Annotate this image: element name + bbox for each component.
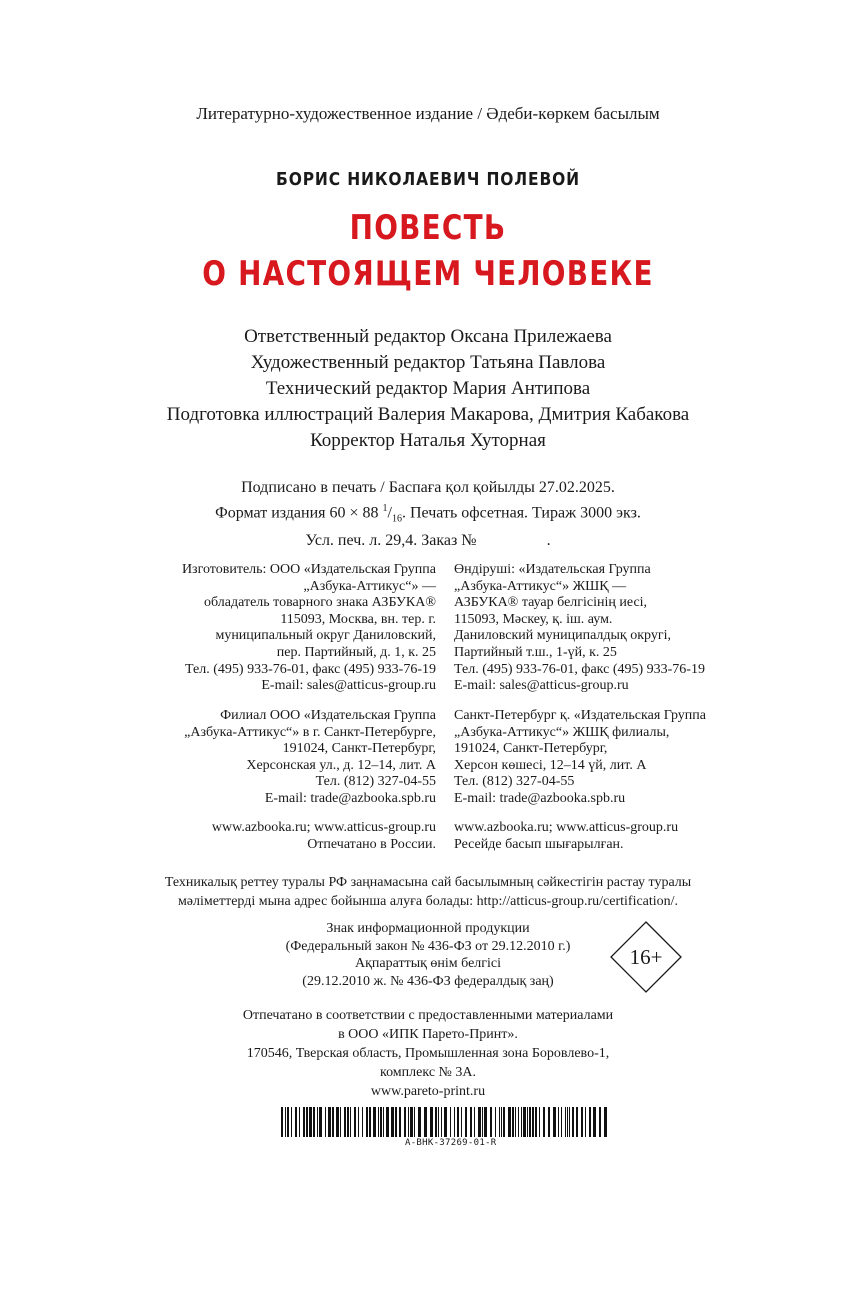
sites-ru-line: www.azbooka.ru; www.atticus-group.ru	[211, 820, 436, 835]
barcode-bar	[495, 1107, 496, 1137]
info-sign-line: (29.12.2010 ж. № 436-ФЗ федералдық заң)	[302, 973, 554, 989]
printer-line: Отпечатано в соответствии с предоставленными материалами	[242, 1008, 614, 1023]
barcode-bar	[347, 1107, 349, 1137]
barcode-bar	[369, 1107, 371, 1137]
barcode-bar	[391, 1107, 394, 1137]
branch-ru-line: Херсонская ул., д. 12–14, лит. А	[246, 757, 436, 773]
manufacturer-kz	[454, 562, 705, 695]
barcode-bar	[572, 1107, 574, 1137]
barcode-bar	[518, 1107, 519, 1137]
branch-ru-line: „Азбука-Аттикус“» в г. Санкт-Петербурге,	[184, 724, 436, 740]
manufacturer-ru-line: 115093, Москва, вн. тер. г.	[280, 611, 436, 627]
barcode-icon	[281, 1107, 611, 1137]
barcode-bar	[441, 1107, 442, 1137]
sites-kz-line: www.azbooka.ru; www.atticus-group.ru	[454, 820, 679, 835]
barcode-bar	[366, 1107, 368, 1137]
barcode-bar	[454, 1107, 455, 1137]
barcode-bar	[457, 1107, 459, 1137]
branch-kz-line: „Азбука-Аттикус“» ЖШҚ филиалы,	[454, 724, 670, 740]
barcode-bar	[444, 1107, 447, 1137]
info-sign-block	[0, 920, 856, 990]
barcode-bar	[410, 1107, 413, 1137]
barcode-bar	[303, 1107, 305, 1137]
barcode-bar	[501, 1107, 502, 1137]
barcode-bar	[325, 1107, 326, 1137]
barcode-bar	[521, 1107, 522, 1137]
manufacturer-kz-line: „Азбука-Аттикус“» ЖШҚ —	[454, 578, 627, 594]
manufacturer-kz-line: АЗБУКА® тауар белгісінің иесі,	[454, 595, 648, 611]
editors-list	[0, 324, 856, 454]
barcode-bar	[299, 1107, 300, 1137]
author-name: БОРИС НИКОЛАЕВИЧ ПОЛЕВОЙ	[276, 169, 580, 190]
barcode-bar	[430, 1107, 433, 1137]
barcode-bar	[317, 1107, 318, 1137]
series-line: Литературно-художественное издание / Әдеби-көркем басылым	[196, 104, 660, 123]
manufacturer-ru	[182, 562, 436, 695]
branch-ru-line: E-mail: trade@azbooka.spb.ru	[264, 790, 436, 806]
barcode-bar	[408, 1107, 409, 1137]
printer-line: 170546, Тверская область, Промышленная зона Боровлево-1,	[246, 1046, 610, 1061]
barcode-bar	[309, 1107, 312, 1137]
barcode-bar	[585, 1107, 586, 1137]
barcode-bar	[461, 1107, 462, 1137]
barcode-bar	[450, 1107, 451, 1137]
age-rating-diamond-icon	[610, 921, 682, 993]
certification-note	[0, 873, 856, 911]
branch-kz	[454, 708, 706, 808]
barcode-bar	[569, 1107, 570, 1137]
printer-line: комплекс № 3А.	[379, 1065, 476, 1080]
manufacturer-kz-line: Тел. (495) 933-76-01, факс (495) 933-76-19	[454, 661, 705, 677]
barcode-bar	[399, 1107, 401, 1137]
barcode-bar	[319, 1107, 322, 1137]
barcode-bar	[543, 1107, 545, 1137]
barcode-bar	[378, 1107, 379, 1137]
barcode-bar	[599, 1107, 601, 1137]
branch-kz-line: E-mail: trade@azbooka.spb.ru	[454, 790, 626, 806]
barcode-bar	[539, 1107, 540, 1137]
barcode-bar	[512, 1107, 514, 1137]
manufacturer-kz-line: Даниловский муниципалдық округі,	[454, 628, 671, 644]
age-rating-text: 16+	[629, 945, 663, 969]
manufacturer-kz-line: Өндіруші: «Издательская Группа	[454, 562, 651, 577]
barcode-bar	[499, 1107, 500, 1137]
branch-kz-line: 191024, Санкт-Петербург,	[454, 741, 608, 757]
barcode-bar	[380, 1107, 382, 1137]
branch-ru	[184, 708, 436, 808]
barcode-bar	[336, 1107, 339, 1137]
printer-line: www.pareto-print.ru	[370, 1084, 486, 1099]
manufacturer-ru-line: „Азбука-Аттикус“» —	[303, 578, 436, 594]
barcode-bar	[344, 1107, 346, 1137]
barcode-bar	[604, 1107, 607, 1137]
manufacturer-ru-line: муниципальный округ Даниловский,	[215, 628, 436, 644]
barcode-bar	[281, 1107, 283, 1137]
branch-ru-line: Тел. (812) 327-04-55	[315, 774, 436, 790]
signed-date: Подписано в печать / Баспаға қол қойылды 27.02.2025.	[241, 479, 615, 496]
barcode-bar	[395, 1107, 397, 1137]
manufacturer-ru-line: E-mail: sales@atticus-group.ru	[261, 678, 436, 694]
barcode-bar	[484, 1107, 487, 1137]
branch-kz-line: Херсон көшесі, 12–14 үй, лит. А	[454, 757, 647, 773]
manufacturer-ru-line: Изготовитель: ООО «Издательская Группа	[181, 562, 436, 577]
barcode-bar	[418, 1107, 421, 1137]
barcode-bar	[358, 1107, 359, 1137]
barcode-bar	[424, 1107, 427, 1137]
info-sign-line: (Федеральный закон № 436-ФЗ от 29.12.2010 г.)	[285, 938, 571, 954]
barcode-bar	[306, 1107, 308, 1137]
manufacturer-ru-line: Тел. (495) 933-76-01, факс (495) 933-76-19	[185, 661, 436, 677]
book-title-line-1: ПОВЕСТЬ	[349, 208, 507, 248]
sites-ru	[212, 820, 436, 853]
barcode-bar	[354, 1107, 356, 1137]
barcode-bar	[373, 1107, 376, 1137]
sheets-end: .	[546, 531, 551, 549]
branch-kz-line: Санкт-Петербург қ. «Издательская Группа	[454, 708, 706, 723]
format-prefix: Формат издания 60 × 88	[215, 504, 379, 522]
barcode-bar	[285, 1107, 286, 1137]
barcode-bar	[527, 1107, 528, 1137]
barcode-bar	[567, 1107, 568, 1137]
barcode-bar	[332, 1107, 334, 1137]
editor-line: Ответственный редактор Оксана Прилежаева	[244, 326, 612, 347]
format-fraction-num: 1	[382, 503, 388, 514]
barcode-bar	[553, 1107, 556, 1137]
barcode-block	[281, 1107, 611, 1148]
barcode-bar	[490, 1107, 492, 1137]
barcode-bar	[576, 1107, 578, 1137]
barcode-bar	[438, 1107, 439, 1137]
age-rating-badge	[610, 921, 682, 993]
branch-kz-line: Тел. (812) 327-04-55	[454, 774, 575, 790]
barcode-bar	[328, 1107, 331, 1137]
book-title	[77, 205, 779, 297]
sheets-line	[0, 530, 856, 551]
barcode-bar	[478, 1107, 481, 1137]
barcode-bar	[535, 1107, 537, 1137]
barcode-bar	[581, 1107, 583, 1137]
editor-line: Корректор Наталья Хуторная	[310, 430, 546, 451]
barcode-bar	[295, 1107, 297, 1137]
barcode-bar	[589, 1107, 591, 1137]
editor-line: Художественный редактор Татьяна Павлова	[250, 352, 606, 373]
branch-ru-line: Филиал ООО «Издательская Группа	[220, 708, 436, 723]
barcode-bar	[474, 1107, 475, 1137]
barcode-bar	[532, 1107, 534, 1137]
printer-line: в ООО «ИПК Парето-Принт».	[338, 1027, 518, 1042]
print-info	[0, 477, 856, 551]
barcode-bar	[362, 1107, 363, 1137]
barcode-bar	[503, 1107, 505, 1137]
sheets-text: Усл. печ. л. 29,4. Заказ №	[305, 531, 477, 549]
barcode-bar	[470, 1107, 472, 1137]
format-suffix: . Печать офсетная. Тираж 3000 экз.	[401, 504, 641, 522]
format-fraction-den: 16	[391, 513, 402, 525]
barcode-bar	[529, 1107, 531, 1137]
info-sign-line: Ақпараттық өнім белгісі	[354, 956, 502, 971]
barcode-bar	[482, 1107, 483, 1137]
barcode-bar	[561, 1107, 562, 1137]
barcode-text: A-BHK-37269-01-R	[405, 1138, 497, 1148]
barcode-bar	[313, 1107, 315, 1137]
editor-line: Подготовка иллюстраций Валерия Макарова, Дмитрия Кабакова	[166, 404, 690, 425]
manufacturer-ru-line: обладатель товарного знака АЗБУКА®	[204, 595, 436, 611]
barcode-bar	[593, 1107, 596, 1137]
printer-block	[0, 1006, 856, 1101]
certification-line: Техникалық реттеу туралы РФ заңнамасына сай басылымның сәйкестігін растау туралы	[164, 875, 692, 890]
barcode-bar	[350, 1107, 351, 1137]
manufacturer-kz-line: 115093, Мәскеу, қ. іш. аум.	[454, 611, 613, 627]
barcode-bar	[515, 1107, 516, 1137]
manufacturer-kz-line: E-mail: sales@atticus-group.ru	[454, 678, 629, 694]
branch-ru-line: 191024, Санкт-Петербург,	[282, 741, 436, 757]
sites-kz	[454, 820, 678, 853]
barcode-bar	[287, 1107, 289, 1137]
barcode-bar	[340, 1107, 341, 1137]
barcode-bar	[386, 1107, 389, 1137]
barcode-bar	[404, 1107, 406, 1137]
barcode-bar	[523, 1107, 526, 1137]
barcode-bar	[465, 1107, 467, 1137]
barcode-bar	[548, 1107, 550, 1137]
barcode-bar	[558, 1107, 559, 1137]
barcode-bar	[414, 1107, 415, 1137]
editor-line: Технический редактор Мария Антипова	[265, 378, 591, 399]
info-sign-line: Знак информационной продукции	[326, 921, 530, 936]
sites-ru-line: Отпечатано в России.	[307, 836, 436, 852]
book-title-line-2: О НАСТОЯЩЕМ ЧЕЛОВЕКЕ	[202, 254, 654, 294]
barcode-bar	[383, 1107, 384, 1137]
barcode-bar	[508, 1107, 511, 1137]
manufacturer-ru-line: пер. Партийный, д. 1, к. 25	[276, 644, 436, 660]
barcode-bar	[291, 1107, 292, 1137]
barcode-bar	[435, 1107, 437, 1137]
certification-line: мәліметтерді мына адрес бойынша алуға болады: http://atticus-group.ru/certification/.	[177, 894, 679, 909]
sites-kz-line: Ресейде басып шығарылған.	[454, 836, 624, 852]
format-line: Формат издания 60 × 88 $^1/_{16}$. Печать офсетная. Тираж 3000 экз.	[215, 503, 641, 525]
manufacturer-kz-line: Партийный т.ш., 1-үй, к. 25	[454, 644, 617, 660]
barcode-bar	[565, 1107, 566, 1137]
